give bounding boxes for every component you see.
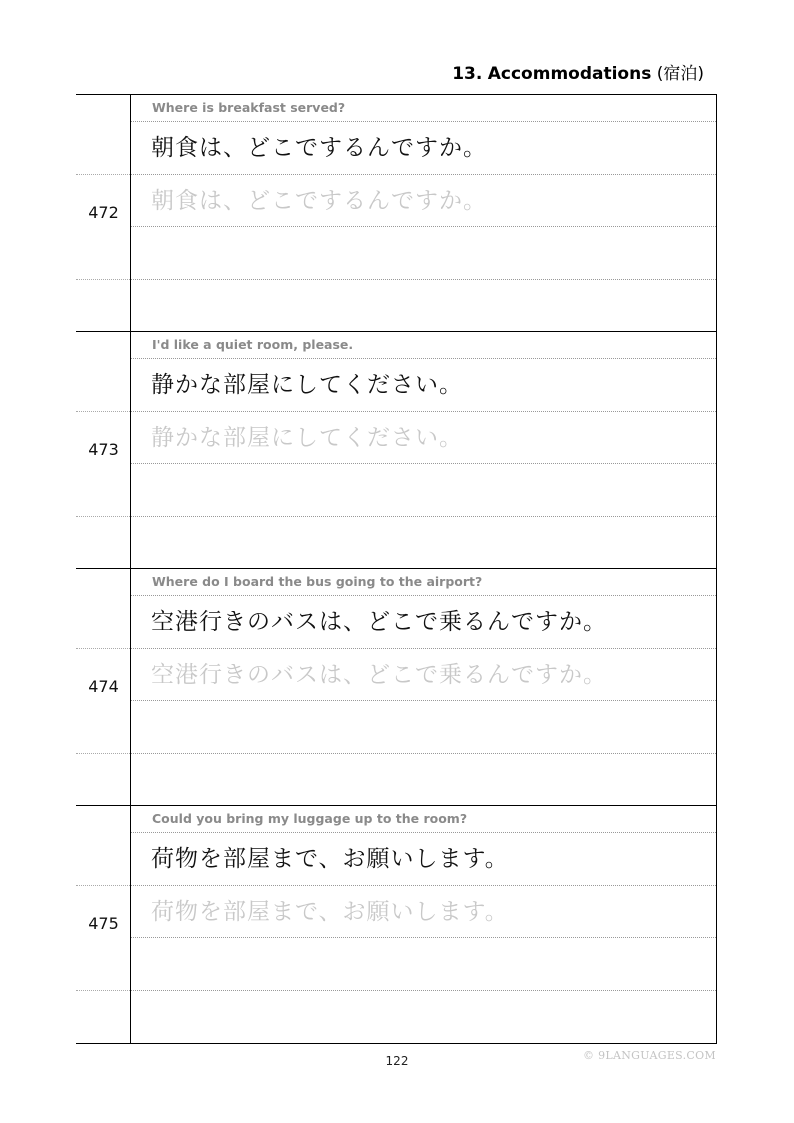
- japanese-trace-sentence: 朝食は、どこでするんですか。: [151, 188, 487, 214]
- entry-number: 472: [88, 203, 119, 222]
- english-sentence: Where is breakfast served?: [152, 100, 346, 115]
- practice-entry: [76, 569, 717, 806]
- practice-sheet: [76, 94, 717, 1044]
- japanese-sentence: 静かな部屋にしてください。: [151, 372, 463, 398]
- english-sentence: Could you bring my luggage up to the room?: [152, 811, 468, 826]
- japanese-trace-sentence: 空港行きのバスは、どこで乗るんですか。: [151, 662, 607, 688]
- practice-entry: [76, 95, 717, 332]
- japanese-trace-sentence: 荷物を部屋まで、お願いします。: [151, 899, 509, 925]
- writing-lines: [131, 806, 717, 1043]
- japanese-sentence: 空港行きのバスは、どこで乗るんですか。: [151, 609, 607, 635]
- entry-number-cell: [76, 332, 131, 568]
- section-header: [452, 62, 704, 86]
- writing-lines: [131, 332, 717, 568]
- japanese-sentence: 朝食は、どこでするんですか。: [151, 135, 487, 161]
- japanese-trace-sentence: 静かな部屋にしてください。: [151, 425, 463, 451]
- writing-lines: [131, 569, 717, 805]
- section-title-native: (宿泊): [656, 64, 704, 84]
- entry-number-cell: [76, 569, 131, 805]
- entry-number-cell: [76, 806, 131, 1043]
- practice-entry: [76, 806, 717, 1043]
- english-sentence: I'd like a quiet room, please.: [152, 337, 354, 352]
- page-number: 122: [385, 1054, 409, 1068]
- japanese-sentence: 荷物を部屋まで、お願いします。: [151, 846, 509, 872]
- entry-number: 473: [88, 440, 119, 459]
- entry-number-cell: [76, 95, 131, 331]
- copyright-notice: © 9LANGUAGES.COM: [583, 1049, 716, 1062]
- entry-number: 474: [88, 677, 119, 696]
- english-sentence: Where do I board the bus going to the airport?: [152, 574, 483, 589]
- writing-lines: [131, 95, 717, 331]
- section-title: Accommodations: [487, 64, 652, 84]
- section-number: 13.: [452, 64, 483, 84]
- practice-entry: [76, 332, 717, 569]
- entry-number: 475: [88, 914, 119, 933]
